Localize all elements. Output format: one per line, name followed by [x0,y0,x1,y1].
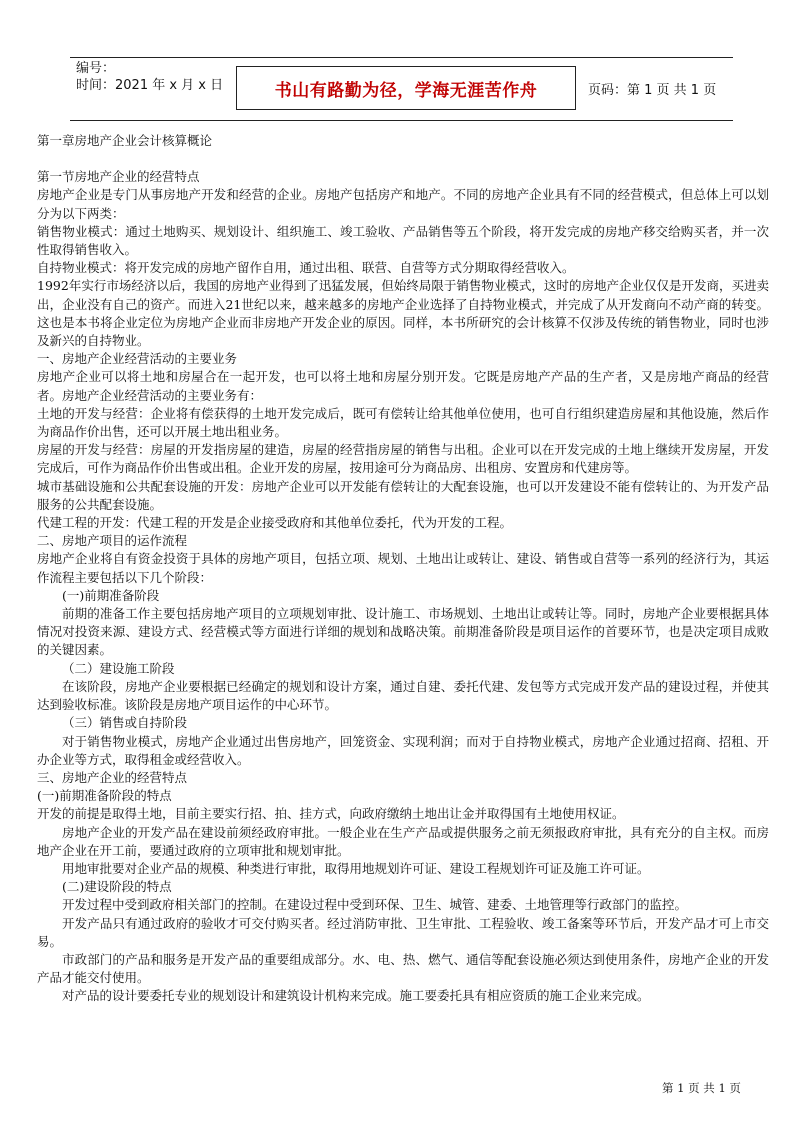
header-meta [76,60,236,118]
page-header [70,57,733,121]
paragraph: 用地审批要对企业产品的规模、种类进行审批，取得用地规划许可证、建设工程规划许可证及施工许可证。 [62,860,650,876]
paragraph: 前期的准备工作主要包括房地产项目的立项规划审批、设计施工、市场规划、土地出让或转让等。同时，房地产企业要根据具体情况对投资来源、建设方式、经营模式等方面进行详细的规划和战略决策。前期准备阶段是项目运作的首要环节，也是决定项目成败的关键因素。 [37,606,769,658]
paragraph: 房地产企业的开发产品在建设前须经政府审批。一般企业在生产产品或提供服务之前无须报政府审批，具有充分的自主权。而房地产企业在开工前，要通过政府的立项审批和规划审批。 [37,824,769,858]
document-body [37,132,769,1006]
paragraph: 对于销售物业模式，房地产企业通过出售房地产，回笼资金、实现利润；而对于自持物业模式，房地产企业通过招商、招租、开办企业等方式，取得租金或经营收入。 [37,733,769,767]
paragraph: 销售物业模式：通过土地购买、规划设计、组织施工、竣工验收、产品销售等五个阶段，将开发完成的房地产移交给购买者，并一次性取得销售收入。 [37,223,769,258]
motto-text: 书山有路勤为径，学海无涯苦作舟 [274,80,538,101]
page-info: 页码：第 1 页 共 1 页 [588,83,717,98]
page-footer: 第 1 页 共 1 页 [662,1081,741,1095]
subsection-heading: (一)前期准备阶段的特点 [37,788,172,804]
paragraph: 在该阶段，房地产企业要根据已经确定的规划和设计方案，通过自建、委托代建、发包等方式完成开发产品的建设过程，并使其达到验收标准。该阶段是房地产项目运作的中心环节。 [37,678,769,713]
paragraph: 开发产品只有通过政府的验收才可交付购买者。经过消防审批、卫生审批、工程验收、竣工备案等环节后，开发产品才可上市交易。 [37,915,769,949]
motto-box [236,66,576,110]
paragraph: 代建工程的开发：代建工程的开发是企业接受政府和其他单位委托，代为开发的工程。 [37,515,513,531]
paragraph: 市政部门的产品和服务是开发产品的重要组成部分。水、电、热、燃气、通信等配套设施必须达到使用条件，房地产企业的开发产品才能交付使用。 [37,951,769,986]
subsection-heading: (二)建设阶段的特点 [62,879,172,895]
paragraph: 开发过程中受到政府相关部门的控制。在建设过程中受到环保、卫生、城管、建委、土地管理等行政部门的监控。 [62,897,688,913]
paragraph: 房地产企业可以将土地和房屋合在一起开发，也可以将土地和房屋分别开发。它既是房地产产品的生产者，又是房地产商品的经营者。房地产企业经营活动的主要业务有： [37,369,769,403]
paragraph: 1992年实行市场经济以后，我国的房地产业得到了迅猛发展，但始终局限于销售物业模式，这时的房地产企业仅仅是开发商，买进卖出，企业没有自己的资产。而进入21世纪以来，越来越多的房地产企业选择了自持物业模式，并完成了从开发商向不动产商的转变。这也是本书将企业定位为房地产企业而非房地产开发企业的原因。同样，本书所研究的会计核算不仅涉及传统的销售物业，同时也涉及新兴的自持物业。 [37,278,769,349]
paragraph: 房地产企业将自有资金投资于具体的房地产项目，包括立项、规划、土地出让或转让、建设、销售或自营等一系列的经济行为，其运作流程主要包括以下几个阶段： [37,551,769,585]
section-title: 第一节房地产企业的经营特点 [37,169,200,185]
section-heading: 二、房地产项目的运作流程 [37,533,188,549]
paragraph: 房屋的开发与经营：房屋的开发指房屋的建造，房屋的经营指房屋的销售与出租。企业可以在开发完成的土地上继续开发房屋，开发完成后，可作为商品作价出售或出租。企业开发的房屋，按用途可分为商品房、出租房、安置房和代建房等。 [37,442,769,476]
number-label: 编号： [76,61,116,76]
paragraph: 自持物业模式：将开发完成的房地产留作自用，通过出租、联营、自营等方式分期取得经营收入。 [37,260,575,276]
time-label: 时间：2021 年 x 月 x 日 [76,78,224,93]
stage-title: （二）建设施工阶段 [62,660,175,676]
paragraph: 对产品的设计要委托专业的规划设计和建筑设计机构来完成。施工要委托具有相应资质的施工企业来完成。 [62,988,650,1004]
chapter-title: 第一章房地产企业会计核算概论 [37,133,213,148]
section-heading: 一、房地产企业经营活动的主要业务 [37,351,238,367]
paragraph: 房地产企业是专门从事房地产开发和经营的企业。房地产包括房产和地产。不同的房地产企业具有不同的经营模式，但总体上可以划分为以下两类： [37,187,769,221]
paragraph: 开发的前提是取得土地，目前主要实行招、拍、挂方式，向政府缴纳土地出让金并取得国有土地使用权证。 [37,806,625,822]
stage-title: （三）销售或自持阶段 [62,715,188,731]
paragraph: 城市基础设施和公共配套设施的开发：房地产企业可以开发能有偿转让的大配套设施，也可以开发建设不能有偿转让的、为开发产品服务的公共配套设施。 [37,478,769,512]
stage-title: (一)前期准备阶段 [62,587,160,603]
section-heading: 三、房地产企业的经营特点 [37,769,188,785]
paragraph: 土地的开发与经营：企业将有偿获得的土地开发完成后，既可有偿转让给其他单位使用，也可自行组织建造房屋和其他设施，然后作为商品作价出售，还可以开展土地出租业务。 [37,405,769,440]
